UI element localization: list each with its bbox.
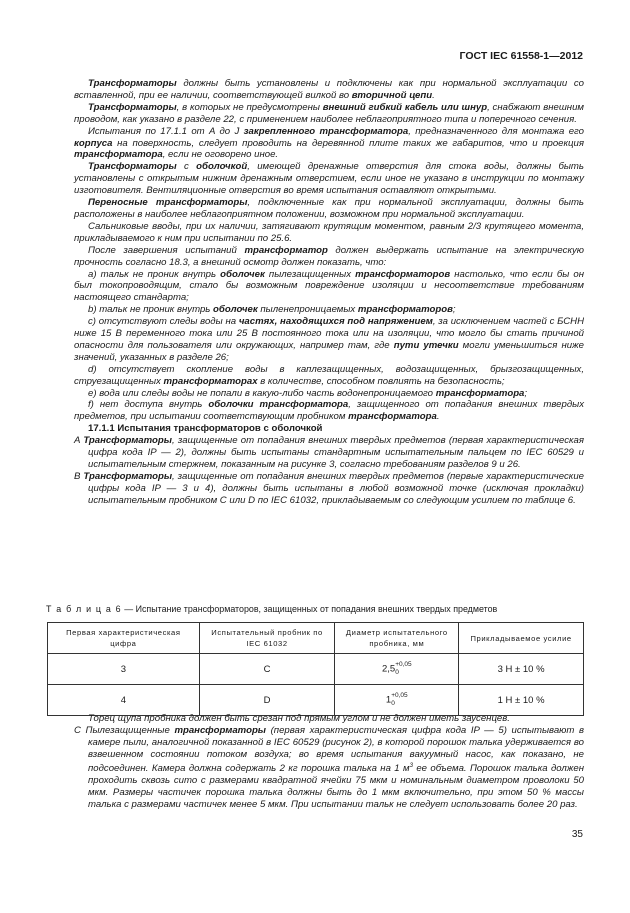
table-row	[48, 685, 584, 716]
section-heading: 17.1.1 Испытания трансформаторов с оболочкой	[88, 423, 323, 435]
paragraph: Трансформаторы с оболочкой, имеющей дренажные отверстия для стока воды, должны быть установлены с открытым нижним дренажным отверстием, если иное не указано в инструкции по монтажу изготовителя. Вентиляционные отверстия во время испытания оставляют открытыми.	[74, 161, 584, 197]
data-table	[47, 622, 584, 716]
list-item: C Пылезащищенные трансформаторы (первая характеристическая цифра кода IP — 5) испытывают в камере пыли, аналогичной показанной в IEC 60529 (рисунок 2), в которой порошок талька удерживается во взвешенном состоянии потоком воздуха; во время испытания вакуумный насос, как показано, не подсоединен. Камера должна содержать 2 кг порошка талька на 1 $м^3$ ее объема. Порошок талька должен проходить сквозь сито с размерами квадратной ячейки 75 мкм и номинальным диаметром проволоки 50 мкм. Размеры частичек порошка талька должны быть до 1 мкм включительно, при этом 50 % массы талька с размерами частичек менее 5 мкм. При испытании тальк не следует использовать более 20 раз.	[74, 724, 585, 810]
post-table-text	[74, 713, 584, 810]
page-number: 35	[571, 829, 583, 840]
column-header: Первая характеристическая цифра	[48, 623, 200, 654]
table-cell: 2,5 +0,05 0	[335, 654, 459, 685]
table-cell: D	[199, 685, 335, 716]
table-cell: 4	[48, 685, 200, 716]
paragraph: Трансформаторы, в которых не предусмотрены внешний гибкий кабель или шнур, снабжают внешним проводом, как указано в разделе 22, с применением наиболее неблагоприятного типа и поперечного сечения.	[74, 101, 584, 125]
paragraph: Торец щупа пробника должен быть срезан под прямым углом и не должен иметь заусенцев.	[88, 713, 510, 724]
list-item: B Трансформаторы, защищенные от попадания внешних твердых предметов (первые характеристические цифры кода IP — 3 и 4), должны быть испытаны в любой возможной точке (исключая прокладки) испытательным пробником C или D по IEC 61032, прикладываемым со следующим усилием по таблице 6.	[74, 470, 584, 506]
list-item: b) тальк не проник внутрь оболочек пыленепроницаемых трансформаторов;	[88, 304, 456, 316]
column-header: Диаметр испытательного пробника, мм	[335, 623, 459, 654]
list-item: f) нет доступа внутрь оболочки трансформатора, защищенного от попадания внешних твердых предметов, при испытании соответствующим пробником трансформатора.	[74, 399, 585, 423]
list-item: d) отсутствует скопление воды в каплезащищенных, водозащищенных, брызгозащищенных, струезащищенных трансформаторах в количестве, способном повлиять на безопасность;	[74, 363, 584, 387]
document-header: ГОСТ IEC 61558-1—2012	[459, 50, 583, 62]
table-header-row	[48, 623, 584, 654]
main-text	[74, 78, 584, 507]
table-cell: 1 +0,05 0	[335, 685, 459, 716]
column-header: Испытательный пробник по IEC 61032	[199, 623, 335, 654]
table-cell: 1 Н ± 10 %	[459, 685, 584, 716]
paragraph: Переносные трансформаторы, подключенные как при нормальной эксплуатации, должны быть расположены в наиболее неблагоприятном положении, возможном при нормальной эксплуатации.	[74, 197, 584, 220]
paragraph: После завершения испытаний трансформатор должен выдержать испытание на электрическую прочность согласно 18.3, а внешний осмотр должен показать, что:	[74, 244, 584, 268]
list-item: c) отсутствуют следы воды на частях, находящихся под напряжением, за исключением частей с БСНН ниже 15 В переменного тока или 25 В постоянного тока или на изоляции, что могло бы стать причиной опасности для пользователя или окружающих, например там, где пути утечки могли уменьшиться ниже значений, указанных в разделе 26;	[74, 316, 584, 363]
paragraph: Испытания по 17.1.1 от A до J закрепленного трансформатора, предназначенного для монтажа его корпуса на поверхность, следует проводить на деревянной плите таких же габаритов, что и проекция трансформатора, если не оговорено иное.	[74, 125, 584, 161]
table-cell: 3 Н ± 10 %	[459, 654, 584, 685]
list-item: a) тальк не проник внутрь оболочек пылезащищенных трансформаторов настолько, что если бы он был токопроводящим, стало бы возможным повреждение изоляции и несоответствие требованиям настоящего стандарта;	[74, 268, 585, 304]
list-item: A Трансформаторы, защищенные от попадания внешних твердых предметов (первая характеристическая цифра кода IP — 2), должны быть испытаны стандартным испытательным пальцем по IEC 60529 и испытательным стержнем, показанным на рисунке 3, согласно требованиям разделов 9 и 26.	[74, 435, 584, 470]
list-item: e) вода или следы воды не попали в какую-либо часть водонепроницаемого трансформатора;	[88, 387, 528, 399]
table-cell: C	[199, 654, 335, 685]
table-row	[48, 654, 584, 685]
paragraph: Трансформаторы должны быть установлены и подключены как при нормальной эксплуатации со вставленной, при ее наличии, соответствующей вилкой во вторичной цепи.	[74, 78, 584, 101]
paragraph: Сальниковые вводы, при их наличии, затягивают крутящим моментом, равным 2/3 крутящего момента, прикладываемого к ним при испытании по 25.6.	[74, 220, 584, 244]
table-cell: 3	[48, 654, 200, 685]
table-caption: Т а б л и ц а 6 — Испытание трансформаторов, защищенных от попадания внешних твердых предметов	[46, 604, 498, 614]
column-header: Прикладываемое усилие	[459, 623, 584, 654]
